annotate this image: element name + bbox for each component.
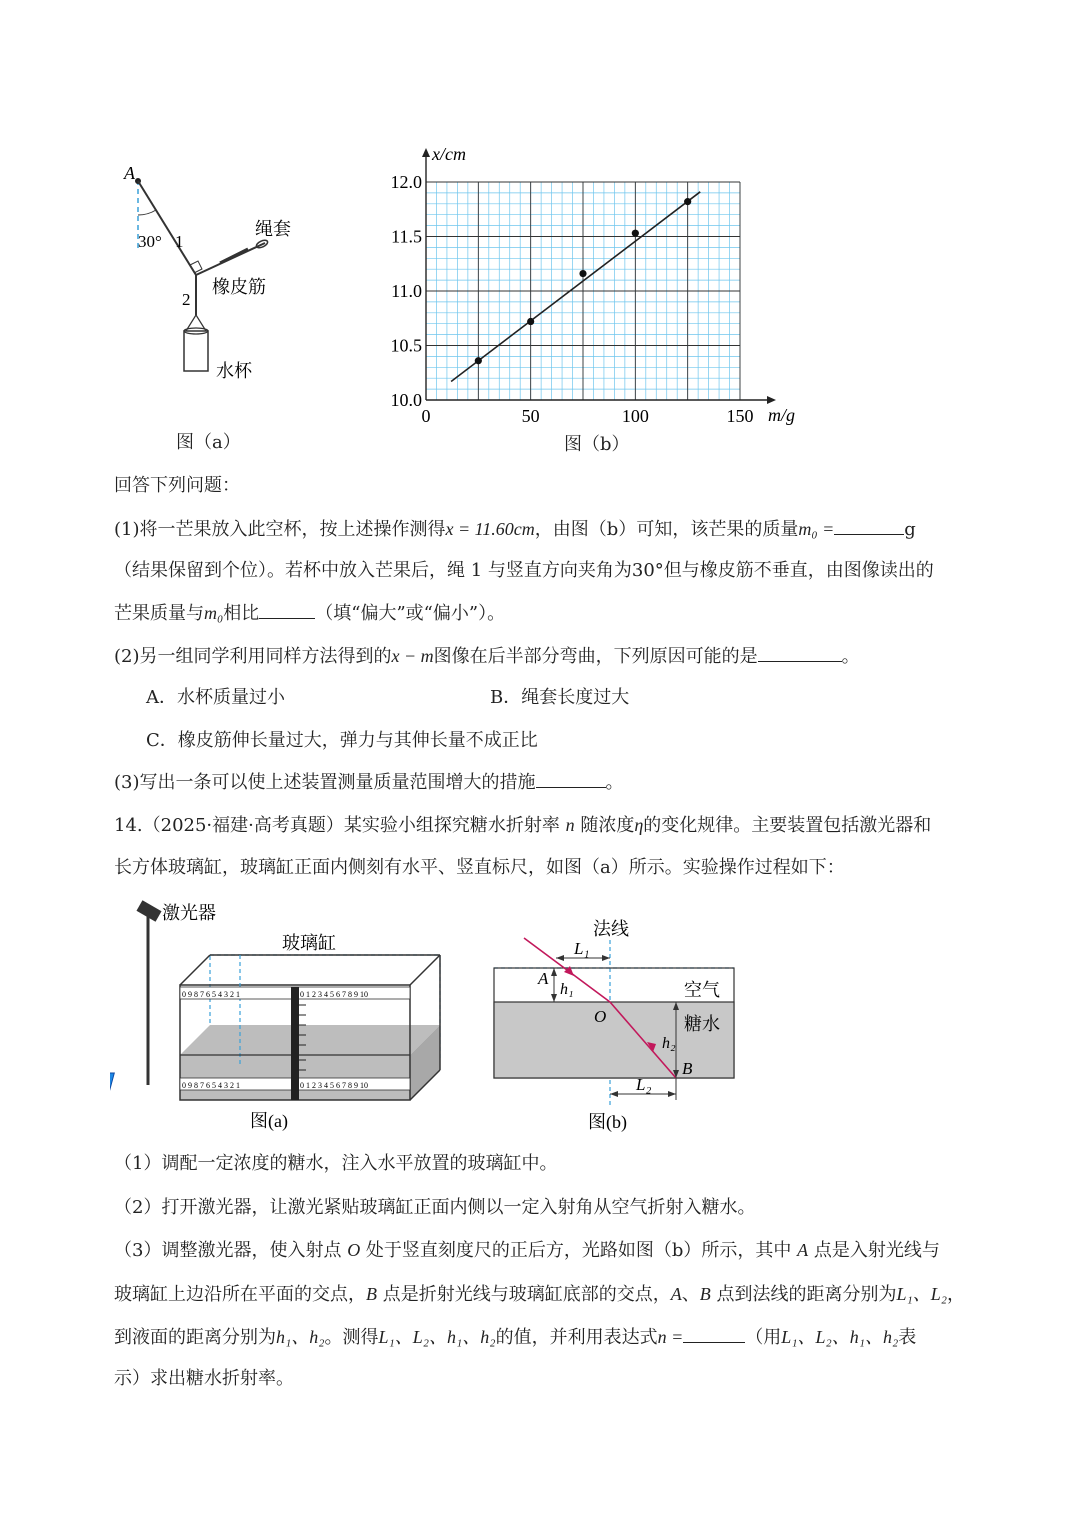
s3-l2-a-pt: A <box>670 1284 682 1304</box>
label-cup: 水杯 <box>216 361 252 381</box>
q14-text-b: 随浓度 <box>574 815 635 836</box>
q3-text: (3)写出一条可以使上述装置测量质量范围增大的措施 <box>114 772 536 793</box>
caption-a2: 图(a) <box>250 1111 288 1131</box>
s3-l3-h: h₁、h₂ <box>276 1327 325 1347</box>
data-point <box>632 230 639 237</box>
s3-l1-c: 点是入射光线与 <box>808 1240 940 1261</box>
figure-a-rope-setup <box>110 155 330 455</box>
y-tick-label: 11.5 <box>391 226 422 247</box>
s3-l1-b: 处于竖直刻度尺的正后方，光路如图（b）所示，其中 <box>360 1240 798 1261</box>
ruler-top-right-labels: 0 1 2 3 4 5 6 7 8 9 10 <box>300 990 368 999</box>
x-tick-label: 50 <box>521 406 540 426</box>
option-c: C．橡皮筋伸长量过大，弹力与其伸长量不成正比 <box>146 730 538 751</box>
s3-l2-c: 、 <box>681 1284 700 1305</box>
label-tank: 玻璃缸 <box>282 933 336 953</box>
figure-a-caption: 图（a） <box>176 432 241 453</box>
angle-arc <box>138 210 156 215</box>
q1-line3-c: （填“偏大”或“偏小”）。 <box>315 603 506 624</box>
rubber-band-segment <box>220 249 248 263</box>
data-point <box>527 318 534 325</box>
q1-line3-a: 芒果质量与 <box>114 603 204 624</box>
s3-l3-n: n = <box>657 1327 684 1347</box>
q1-line3-m: m₀ <box>204 603 224 623</box>
label-l2: L₂ <box>636 1075 652 1094</box>
h1-arrow-bottom <box>551 994 557 1002</box>
s3-l2-b-pt: B <box>366 1284 377 1304</box>
label-a: A <box>538 969 549 988</box>
s3-l3-a: 到液面的距离分别为 <box>114 1327 276 1348</box>
s3-l3-vars: L₁、L₂、h₁、h₂ <box>378 1327 496 1347</box>
q1-angle: 30° <box>631 560 664 581</box>
s3-l3-e: 表 <box>898 1327 917 1348</box>
figure-a-laser-tank <box>110 895 450 1140</box>
liquid-top <box>180 1025 440 1055</box>
q3-end: 。 <box>605 772 624 793</box>
s3-l1-a: （3）调整激光器，使入射点 <box>114 1240 348 1261</box>
q1-unit: g <box>904 519 916 540</box>
label-b: B <box>682 1059 693 1078</box>
label-h1: h₁ <box>560 981 574 998</box>
y-tick-label: 10.0 <box>390 390 422 410</box>
ruler-bottom-right-labels: 0 1 2 3 4 5 6 7 8 9 10 <box>300 1081 368 1090</box>
q1-compare-blank[interactable] <box>259 602 315 619</box>
q1-line3-b: 相比 <box>223 603 260 624</box>
q2-answer-blank[interactable] <box>758 645 842 662</box>
q1-eq: x = 11.60cm <box>445 519 535 539</box>
label-a: A <box>124 163 135 183</box>
q14-n: n <box>565 815 575 835</box>
label-o: O <box>594 1007 607 1026</box>
label-h2: h₂ <box>662 1035 676 1052</box>
step-3-line2 <box>114 1282 965 1307</box>
s3-l2-e: ， <box>947 1284 966 1305</box>
x-m-chart <box>370 140 810 435</box>
label-band: 橡皮筋 <box>212 277 266 297</box>
s3-l2-a: 玻璃缸上边沿所在平面的交点， <box>114 1284 366 1305</box>
ruler-bottom-left-labels: 0 9 8 7 6 5 4 3 2 1 <box>182 1081 240 1090</box>
figure-b-refraction <box>488 910 748 1140</box>
s3-l3-c: 的值，并利用表达式 <box>495 1327 658 1348</box>
label-normal: 法线 <box>593 919 629 939</box>
q1-line2-a: （结果保留到个位）。若杯中放入芒果后，绳 1 与竖直方向夹角为 <box>114 560 632 581</box>
q2-line <box>114 644 860 669</box>
y-tick-label: 12.0 <box>390 172 422 192</box>
label-air: 空气 <box>684 980 720 1000</box>
step-1: （1）调配一定浓度的糖水，注入水平放置的玻璃缸中。 <box>114 1153 558 1174</box>
label-loop: 绳套 <box>255 219 291 239</box>
x-tick-label: 100 <box>621 406 649 426</box>
l1-arrow-right <box>602 955 610 961</box>
s3-l1-o: O <box>347 1240 361 1260</box>
s3-l1-a-pt: A <box>797 1240 809 1260</box>
l2-arrow-left <box>610 1091 618 1097</box>
q1-text-b: ，由图（b）可知，该芒果的质量 <box>534 519 799 540</box>
q1-m0: m₀ = <box>798 519 835 539</box>
chart-axes <box>422 148 776 404</box>
s3-l3-d: （用 <box>745 1327 782 1348</box>
y-tick-label: 10.5 <box>390 335 422 356</box>
chart-x-label: m/g <box>768 405 795 425</box>
l1-arrow-left <box>556 955 564 961</box>
y-tick-label: 11.0 <box>391 281 422 301</box>
label-sugar: 糖水 <box>684 1014 720 1034</box>
q1-line1 <box>114 517 916 542</box>
data-point <box>579 270 586 277</box>
q14-eta: η <box>634 815 644 835</box>
x-axis-arrow <box>767 396 776 404</box>
chart-tick-labels <box>391 172 754 426</box>
q1-line2 <box>114 559 934 583</box>
q14-text-c: 的变化规律。主要装置包括激光器和 <box>643 815 932 836</box>
s3-l3-b: 。测得 <box>324 1327 379 1348</box>
option-b: B．绳套长度过大 <box>490 687 630 708</box>
s3-l2-b: 点是折射光线与玻璃缸底部的交点， <box>377 1284 671 1305</box>
tank-edge-2 <box>410 955 440 985</box>
q2-end: 。 <box>841 646 860 667</box>
y-axis-arrow <box>422 148 430 157</box>
q1-line2-b: 但与橡皮筋不垂直，由图像读出的 <box>663 560 934 581</box>
l2-arrow-right <box>668 1091 676 1097</box>
q14-line1 <box>114 813 931 838</box>
q2-text-b: 图像在后半部分弯曲，下列原因可能的是 <box>433 646 758 667</box>
label-laser: 激光器 <box>162 903 216 923</box>
data-point <box>684 198 691 205</box>
label-rope1: 1 <box>175 232 184 251</box>
s3-l2-b2-pt: B <box>699 1284 711 1304</box>
q1-text-a: (1)将一芒果放入此空杯，按上述操作测得 <box>114 519 446 540</box>
caption-b2: 图(b) <box>588 1112 627 1132</box>
q14-text-a: 14.（2025·福建·高考真题）某实验小组探究糖水折射率 <box>114 815 566 836</box>
chart-y-label: x/cm <box>432 144 466 164</box>
q2-eq: x − m <box>391 646 434 666</box>
x-tick-label: 0 <box>421 406 431 426</box>
step-2: （2）打开激光器，让激光紧贴玻璃缸正面内侧以一定入射角从空气折射入糖水。 <box>114 1197 756 1218</box>
q3-answer-blank[interactable] <box>536 771 606 788</box>
q14-line2: 长方体玻璃缸，玻璃缸正面内侧刻有水平、竖直标尺，如图（a）所示。实验操作过程如下： <box>114 857 845 878</box>
rope-1 <box>138 181 196 275</box>
h1-arrow-top <box>551 968 557 976</box>
stand-base <box>110 1073 114 1103</box>
q1-line3 <box>114 601 505 626</box>
s3-answer-blank[interactable] <box>683 1326 745 1343</box>
label-angle: 30° <box>138 232 162 251</box>
water-cup <box>184 331 208 371</box>
data-point <box>475 357 482 364</box>
option-a: A．水杯质量过小 <box>146 687 285 708</box>
x-tick-label: 150 <box>726 406 754 426</box>
q3-line <box>114 771 624 795</box>
step-3-line3 <box>114 1325 916 1350</box>
figure-b-caption: 图（b） <box>564 434 630 455</box>
s3-l3-vars2: L₁、L₂、h₁、h₂ <box>781 1327 899 1347</box>
ruler-vertical <box>291 987 299 1100</box>
s3-l2-l: L₁、L₂ <box>896 1284 948 1304</box>
s3-l2-d: 点到法线的距离分别为 <box>710 1284 897 1305</box>
q1-answer-blank[interactable] <box>834 518 904 535</box>
step-3-line4: 示）求出糖水折射率。 <box>114 1368 294 1389</box>
label-l1: L₁ <box>574 939 590 958</box>
label-rope2: 2 <box>182 290 191 309</box>
step-3-line1 <box>114 1238 940 1263</box>
q2-text-a: (2)另一组同学利用同样方法得到的 <box>114 646 392 667</box>
ruler-top-left-labels: 0 9 8 7 6 5 4 3 2 1 <box>182 990 240 999</box>
tank-edge-1 <box>180 955 210 985</box>
intro-text: 回答下列问题： <box>114 475 240 496</box>
